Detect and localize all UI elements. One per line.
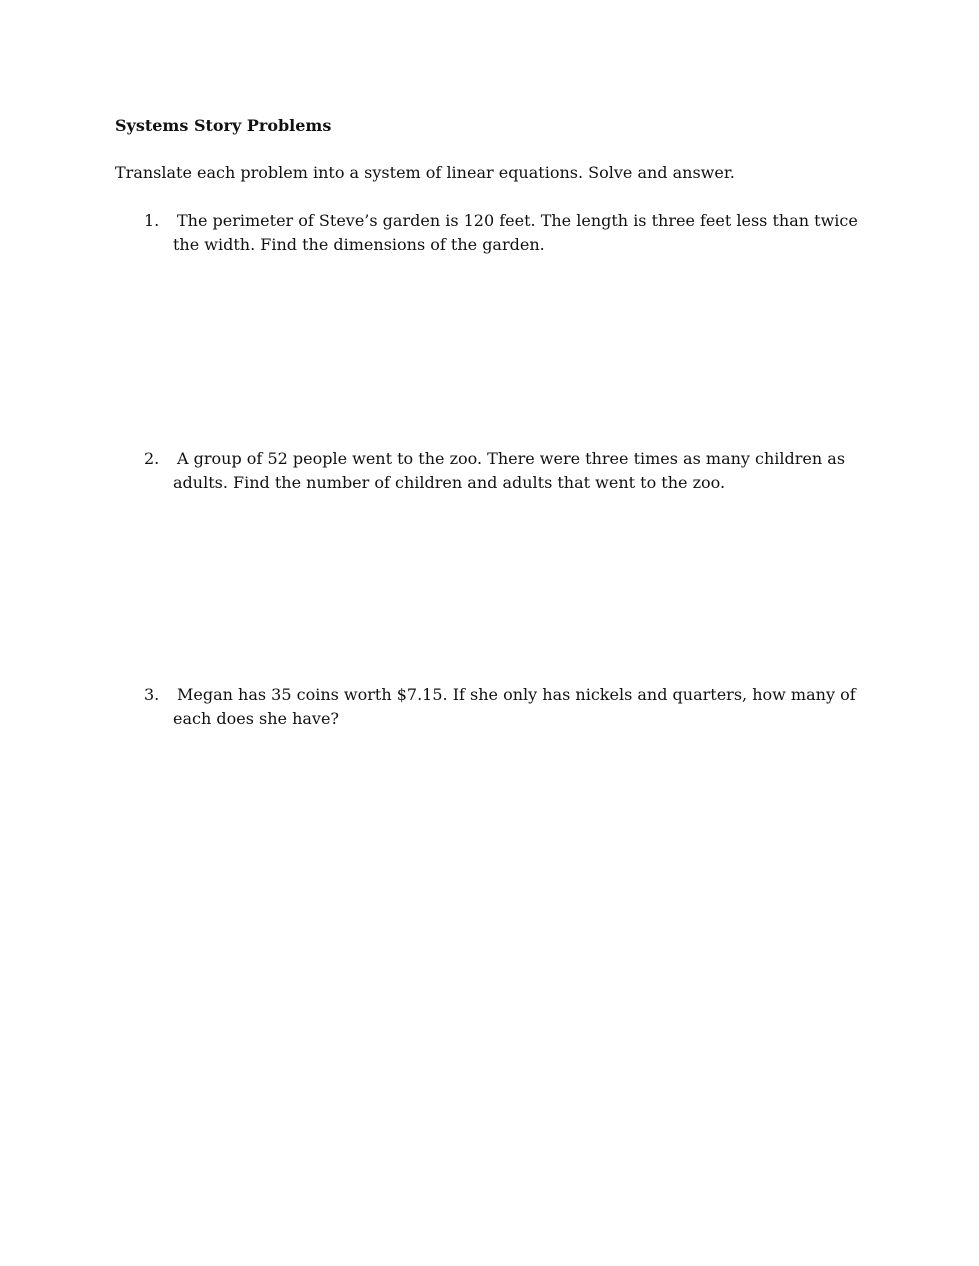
- problem-text: Megan has 35 coins worth $7.15. If she only has nickels and quarters, how many of each does she have?: [173, 685, 856, 728]
- problem-item: [144, 209, 864, 257]
- worksheet-instructions: Translate each problem into a system of linear equations. Solve and answer.: [115, 163, 735, 182]
- problem-item: [144, 683, 864, 731]
- problem-text: The perimeter of Steve’s garden is 120 feet. The length is three feet less than twice the width. Find the dimensions of the garden.: [173, 211, 858, 254]
- problem-text: A group of 52 people went to the zoo. There were three times as many children as adults. Find the number of children and adults that went to the zoo.: [173, 449, 846, 492]
- problem-number: 2.: [144, 449, 160, 468]
- problem-number: 3.: [144, 685, 160, 704]
- problem-item: [144, 447, 864, 495]
- worksheet-title: Systems Story Problems: [115, 116, 332, 135]
- problem-number: 1.: [144, 211, 160, 230]
